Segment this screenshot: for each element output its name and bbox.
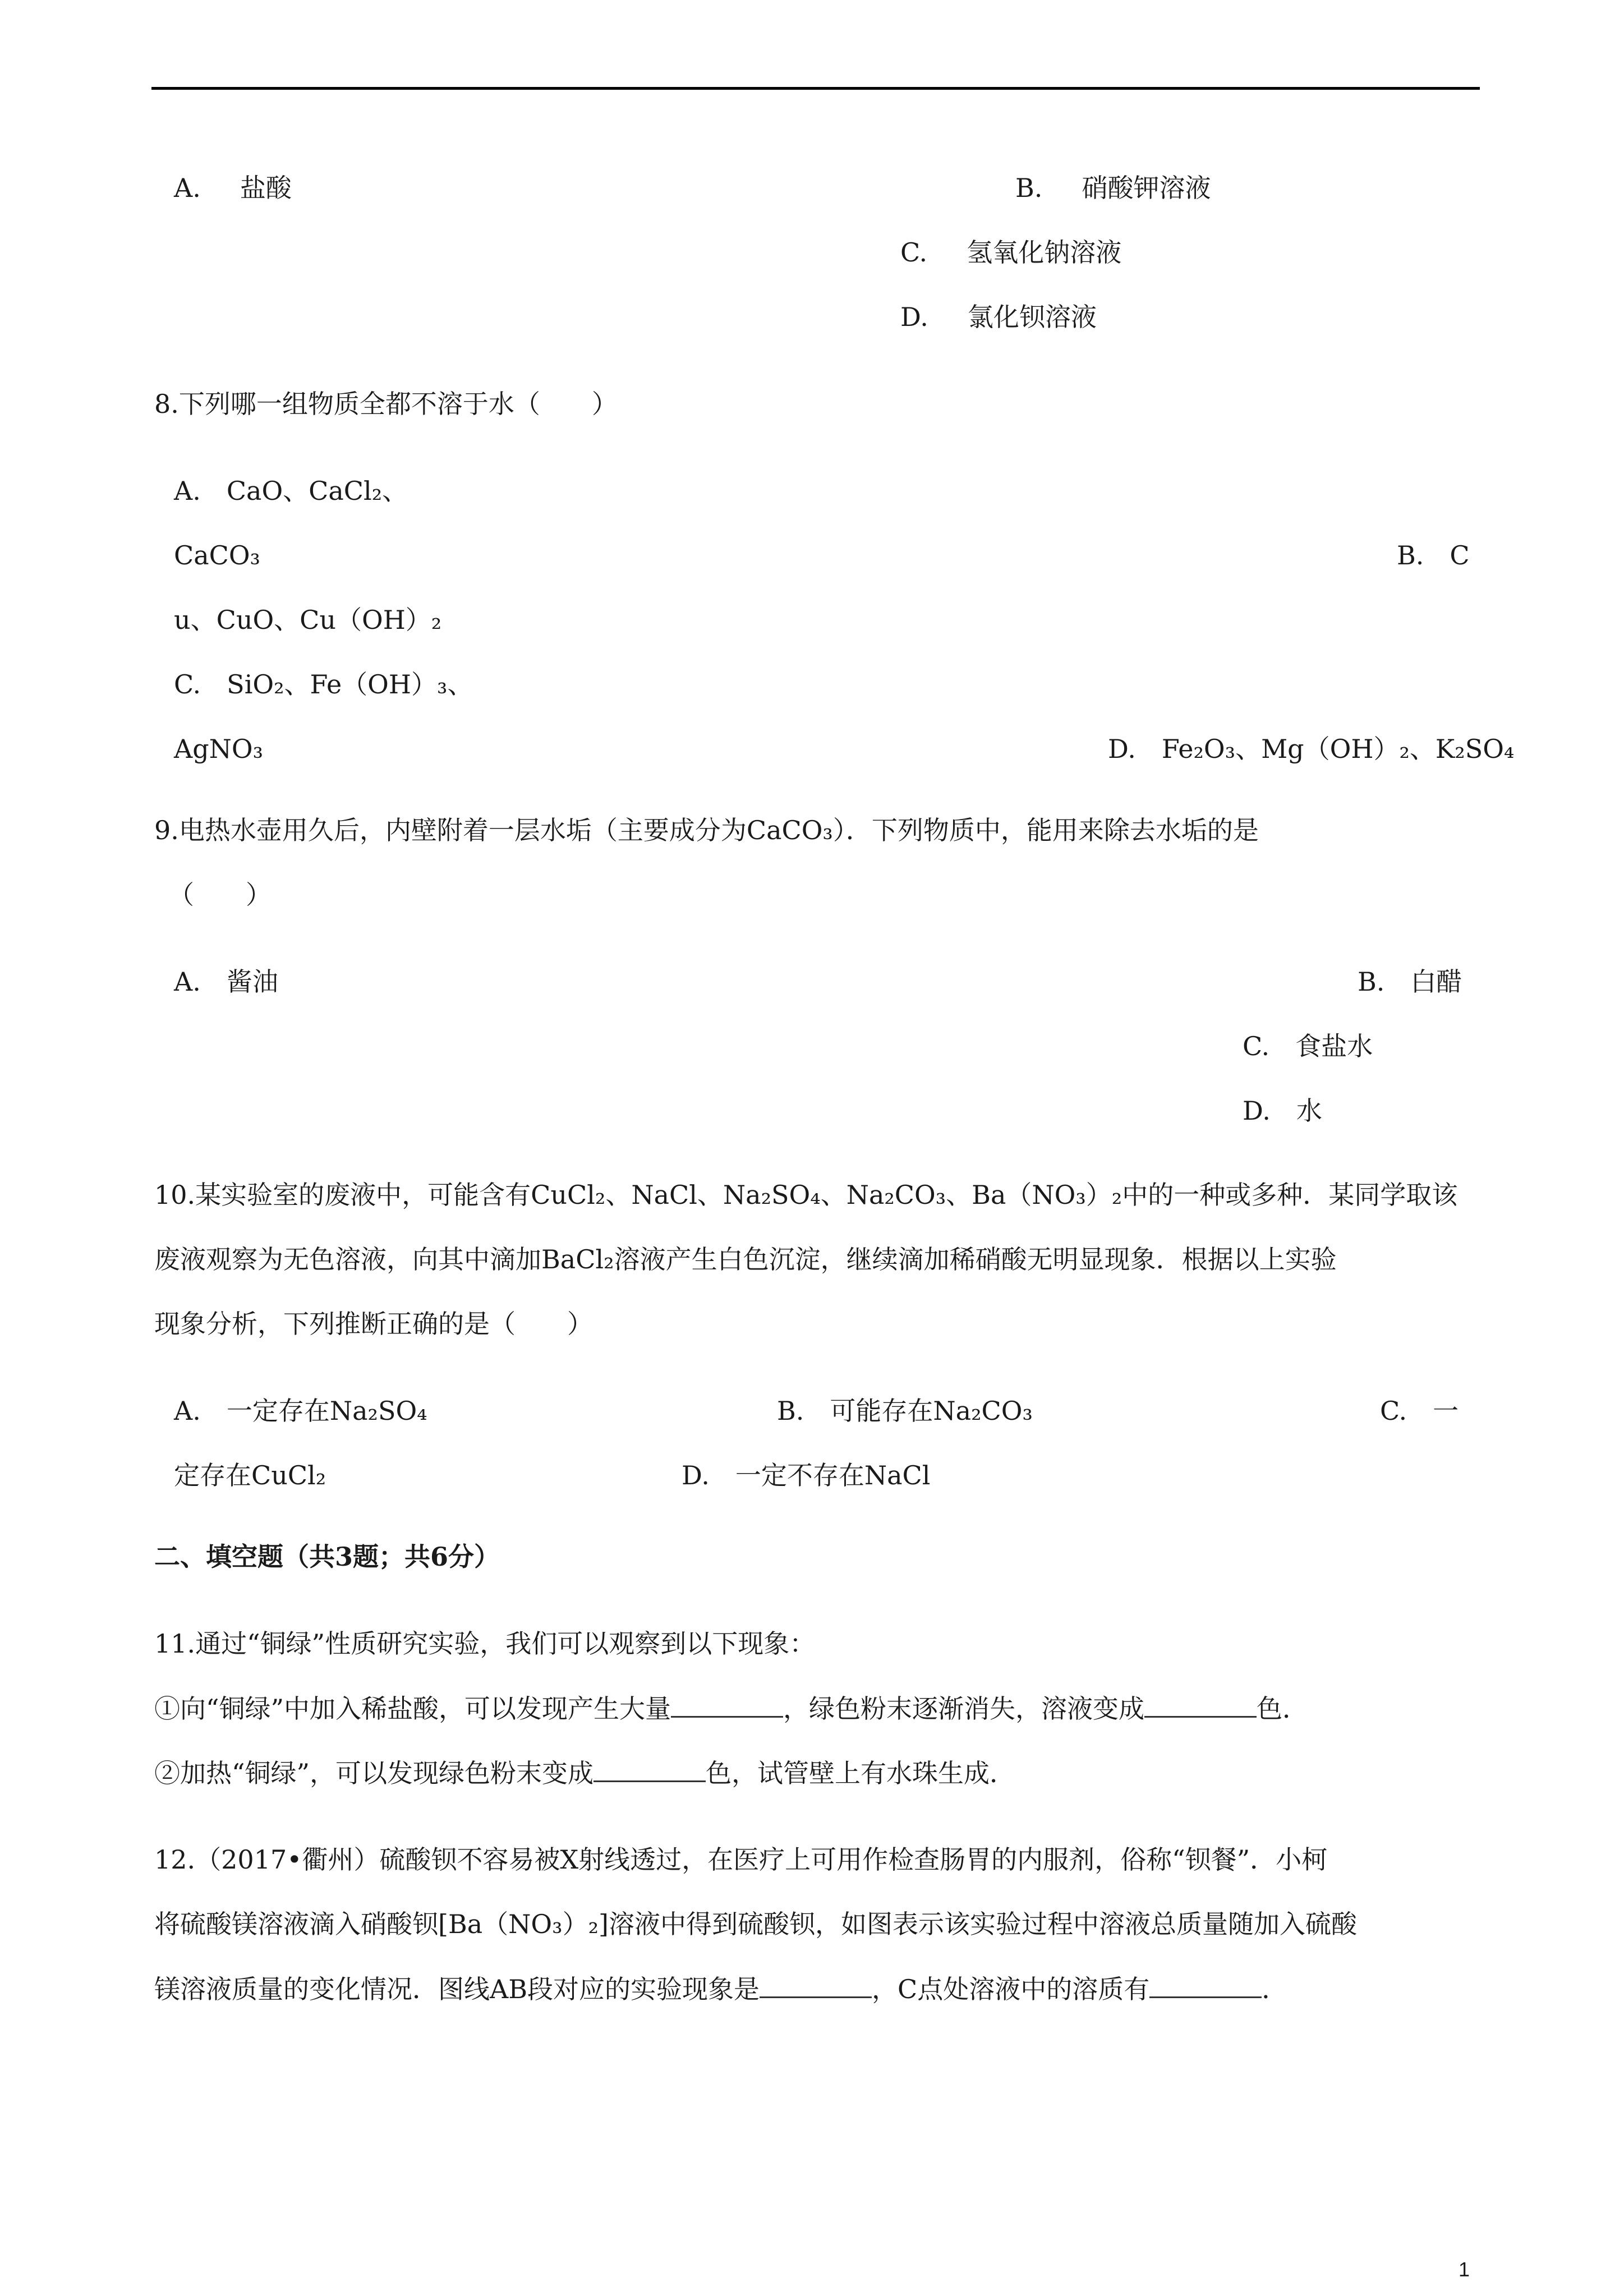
q8-stem: 8.下列哪一组物质全都不溶于水（ ） <box>154 389 618 419</box>
q10-option-b: B. 可能存在Na₂CO₃ <box>777 1396 1033 1426</box>
q8-option-d: D. Fe₂O₃、Mg（OH）₂、K₂SO₄ <box>1108 734 1515 764</box>
q8-option-c-cont: AgNO₃ <box>174 734 264 764</box>
q12-stem-line2: 将硫酸镁溶液滴入硝酸钡[Ba（NO₃）₂]溶液中得到硫酸钡，如图表示该实验过程中溶液总质量随加入硫酸 <box>154 1909 1357 1939</box>
q8-option-c: C. SiO₂、Fe（OH）₃、 <box>174 669 473 700</box>
q11-part1: ①向“铜绿”中加入稀盐酸，可以发现产生大量 ，绿色粉末逐渐消失，溶液变成 色． <box>154 1691 1308 1726</box>
q10-option-c: C. 一 <box>1380 1396 1459 1426</box>
section-title: 二、填空题（共3题；共6分） <box>154 1542 500 1572</box>
q7-option-b: B. 硝酸钾溶液 <box>1015 173 1211 203</box>
answer-blank[interactable] <box>671 1691 783 1718</box>
q7-option-a: A. 盐酸 <box>174 173 292 203</box>
answer-blank[interactable] <box>1149 1972 1262 1998</box>
q12-stem-line1: 12.（2017•衢州）硫酸钡不容易被X射线透过，在医疗上可用作检查肠胃的内服剂，俗称“钡餐”．小柯 <box>154 1844 1328 1875</box>
q9-stem-paren: （ ） <box>168 880 272 910</box>
header-rule <box>151 87 1480 90</box>
q7-option-d: D. 氯化钡溶液 <box>900 302 1097 332</box>
q12-stem-line3: 镁溶液质量的变化情况．图线AB段对应的实验现象是 ，C点处溶液中的溶质有 ． <box>154 1972 1287 2006</box>
q8-option-a-cont: CaCO₃ <box>174 540 260 570</box>
q10-option-a: A. 一定存在Na₂SO₄ <box>174 1396 427 1426</box>
q9-option-b: B. 白醋 <box>1358 967 1462 997</box>
q9-option-c: C. 食盐水 <box>1243 1031 1373 1061</box>
answer-blank[interactable] <box>594 1756 706 1782</box>
q10-stem-line1: 10.某实验室的废液中，可能含有CuCl₂、NaCl、Na₂SO₄、Na₂CO₃、Ba（NO₃）₂中的一种或多种．某同学取该 <box>154 1180 1458 1210</box>
q8-option-b-cont: u、CuO、Cu（OH）₂ <box>174 605 442 635</box>
q10-option-c-cont: 定存在CuCl₂ <box>174 1460 326 1490</box>
q9-stem: 9.电热水壶用久后，内壁附着一层水垢（主要成分为CaCO₃）．下列物质中，能用来除去水垢的是 <box>154 815 1259 845</box>
answer-blank[interactable] <box>760 1972 872 1998</box>
q8-option-b: B. C <box>1397 540 1470 570</box>
q10-stem-line2: 废液观察为无色溶液，向其中滴加BaCl₂溶液产生白色沉淀，继续滴加稀硝酸无明显现象．根据以上实验 <box>154 1244 1337 1274</box>
q10-option-d: D. 一定不存在NaCl <box>682 1460 931 1490</box>
q9-option-d: D. 水 <box>1243 1096 1322 1126</box>
q7-option-c: C. 氢氧化钠溶液 <box>900 237 1122 268</box>
q9-option-a: A. 酱油 <box>174 967 278 997</box>
q11-stem: 11.通过“铜绿”性质研究实验，我们可以观察到以下现象： <box>154 1628 816 1659</box>
q8-option-a: A. CaO、CaCl₂、 <box>174 476 408 506</box>
q10-stem-line3: 现象分析，下列推断正确的是（ ） <box>154 1309 593 1339</box>
answer-blank[interactable] <box>1144 1691 1257 1718</box>
q11-part2: ②加热“铜绿”，可以发现绿色粉末变成 色，试管壁上有水珠生成． <box>154 1756 1015 1790</box>
page-number: 1 <box>1459 2258 1470 2281</box>
